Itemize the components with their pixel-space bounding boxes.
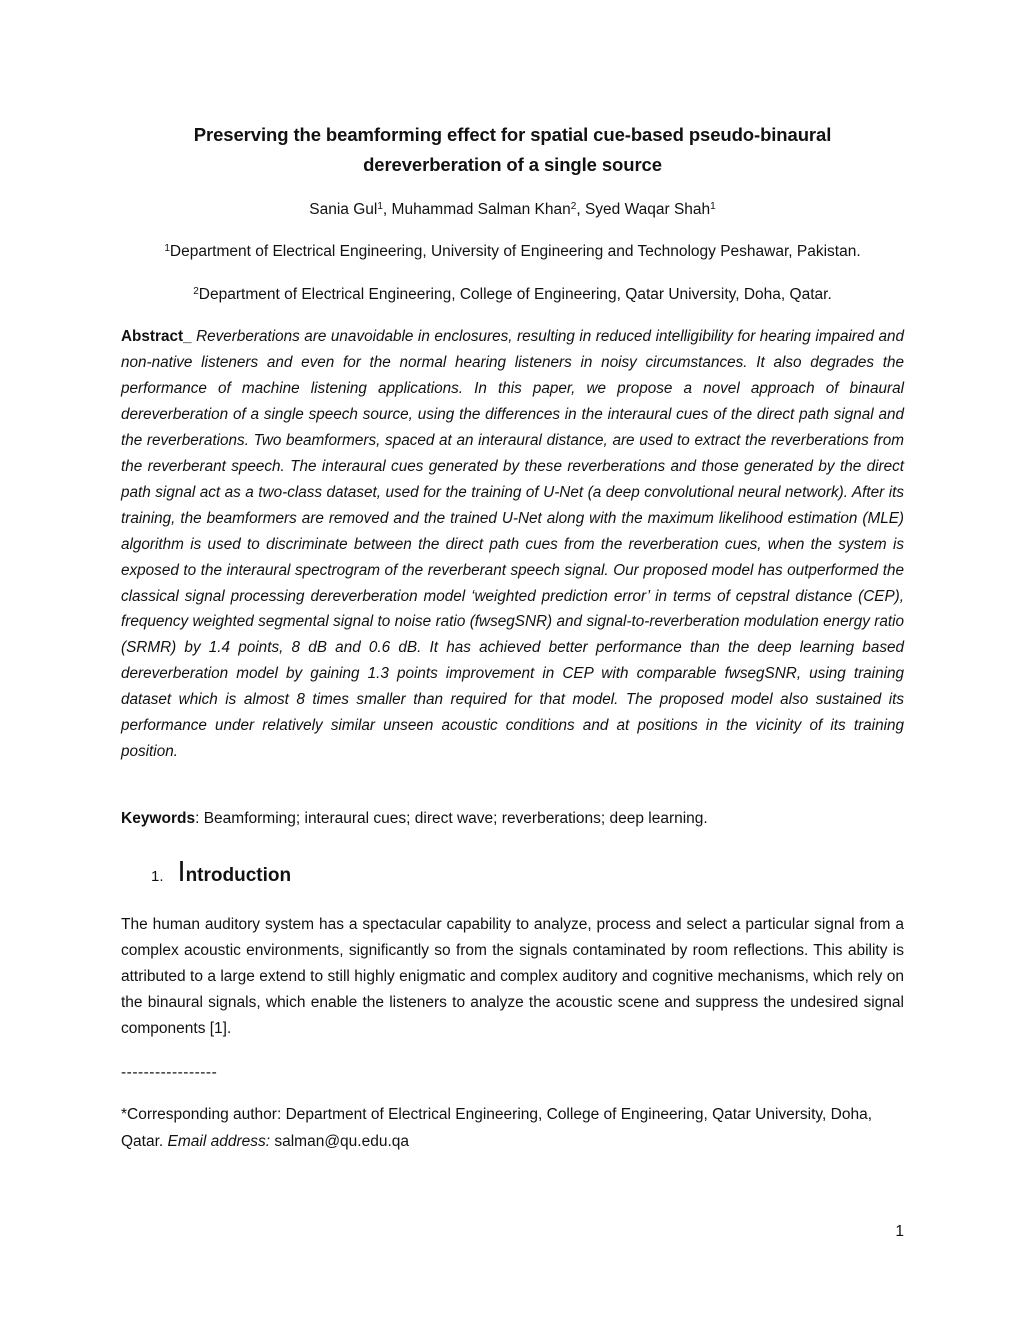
affiliation-text: Department of Electrical Engineering, College of Engineering, Qatar University, Doha, Qatar. — [198, 286, 832, 303]
abstract-text: Reverberations are unavoidable in enclosures, resulting in reduced intelligibility for hearing impaired and non-native listeners and even for the normal hearing listeners in noisy circumstances. It also degrades the performance of machine listening applications. In this paper, we propose a novel approach of binaural dereverberation of a single speech source, using the differences in the interaural cues of the direct path signal and the reverberations. Two beamformers, spaced at an interaural distance, are used to extract the reverberations from the reverberant speech. The interaural cues generated by these reverberations and those generated by the direct path signal act as a two-class dataset, used for the training of U-Net (a deep convolutional neural network). After its training, the beamformers are removed and the trained U-Net along with the maximum likelihood estimation (MLE) algorithm is used to discriminate between the direct path cues from the reverberation cues, when the system is exposed to the interaural spectrogram of the reverberant speech signal. Our proposed model has outperformed the classical signal processing dereverberation model ‘weighted prediction error’ in terms of cepstral distance (CEP), frequency weighted segmental signal to noise ratio (fwsegSNR) and signal-to-reverberation modulation energy ratio (SRMR) by 1.4 points, 8 dB and 0.6 dB. It has achieved better performance than the deep learning based dereverberation model by gaining 1.3 points improvement in CEP with comparable fwsegSNR, using training dataset which is almost 8 times smaller than required for that model. The proposed model also sustained its performance under relatively similar unseen acoustic conditions and at positions in the vicinity of its training position. — [121, 328, 905, 761]
email-address: salman@qu.edu.qa — [270, 1133, 410, 1150]
affiliation-text: Department of Electrical Engineering, University of Engineering and Technology Peshawar, Pakistan. — [169, 243, 861, 260]
affiliation-1 — [121, 239, 904, 265]
abstract — [121, 324, 904, 765]
section-title: ntroduction — [185, 865, 292, 886]
intro-paragraph: The human auditory system has a spectacular capability to analyze, process and select a particular signal from a complex acoustic environments, significantly so from the signals contaminated by room reflections. This ability is attributed to a large extend to still highly enigmatic and complex auditory and cognitive mechanisms, which rely on the binaural signals, which enable the listeners to analyze the acoustic scene and suppress the undesired signal components [1]. — [121, 916, 904, 1037]
author-affiliation-mark: 2 — [570, 201, 577, 212]
section-initial: I — [177, 856, 186, 888]
title-line-1: Preserving the beamforming effect for spatial cue-based pseudo-binaural — [193, 124, 832, 145]
corresponding-author-footnote — [121, 1101, 904, 1155]
section-heading-introduction — [151, 852, 291, 897]
keywords — [121, 806, 904, 832]
email-label: Email address: — [167, 1133, 271, 1150]
section-number: 1. — [151, 868, 164, 885]
author-affiliation-mark: 1 — [377, 201, 383, 212]
author-name: Muhammad Salman Khan — [391, 201, 571, 218]
paper-title — [121, 120, 904, 180]
footnote-separator: ----------------- — [121, 1064, 218, 1081]
title-line-2: dereverberation of a single source — [363, 154, 662, 175]
author-name: Syed Waqar Shah — [584, 201, 711, 218]
author-affiliation-mark: 1 — [710, 201, 716, 212]
keywords-text: : Beamforming; interaural cues; direct wave; reverberations; deep learning. — [195, 810, 708, 827]
affiliation-2 — [121, 282, 904, 308]
author-name: Sania Gul — [309, 201, 378, 218]
affiliation-mark: 2 — [193, 286, 199, 297]
page-number: 1 — [895, 1223, 904, 1240]
affiliation-mark: 1 — [164, 243, 170, 254]
footnote-text: *Corresponding author: Department of Electrical Engineering, College of Engineering, Qatar University, Doha, Qatar. — [121, 1106, 873, 1150]
abstract-label: Abstract_ — [121, 328, 192, 345]
author-list: Sania Gul$^1$, Muhammad Salman Khan$^2$, Syed Waqar Shah$^1$ — [309, 201, 716, 218]
keywords-label: Keywords — [121, 810, 196, 827]
